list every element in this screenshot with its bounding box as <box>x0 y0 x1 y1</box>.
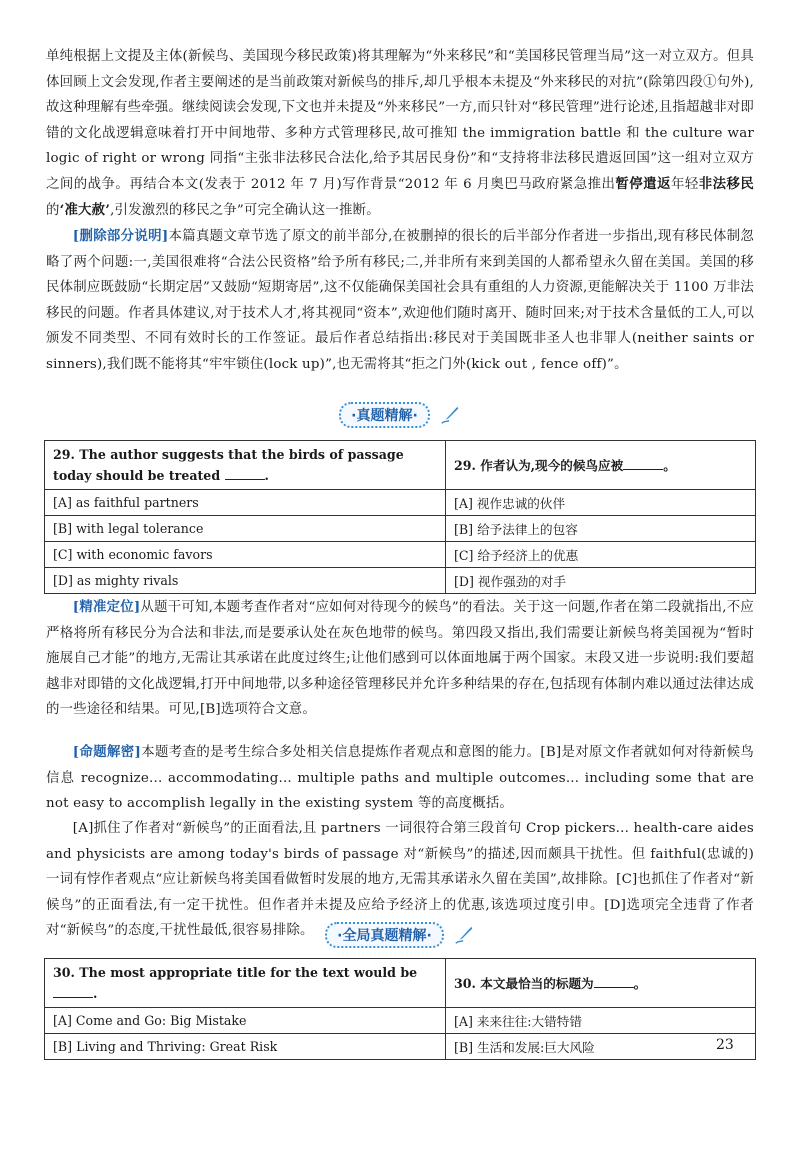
answer-blank <box>623 469 663 470</box>
locate-text: 从题干可知,本题考查作者对“应如何对待现今的候鸟”的看法。关于这一问题,作者在第二段就指出,不应严格将所有移民分为合法和非法,而是要承认处在灰色地带的候鸟。第四段又指出,我们需要让新候鸟将美国视为“暂时施展自己才能”的地方,无需让其承诺在此度过终生;让他们感到可以体面地属于两个国家。末段又进一步说明:我们要超越非对即错的文化战逻辑,打开中间地带,以多种途径管理移民并允许多种结果的存在,包括现有体制内难以通过法律达成的一些途径和结果。可见,[B]选项符合文意。 <box>46 600 755 718</box>
section-title-2-label: ·全局真题精解· <box>325 922 444 948</box>
deleted-note-tag: [删除部分说明] <box>72 228 169 244</box>
intro-text-4: ,引发激烈的移民之争”可完全确认这一推断。 <box>110 202 380 218</box>
intro-text-2: 年轻 <box>670 176 699 192</box>
option-c-en: [C] with economic favors <box>45 542 446 568</box>
intro-bold-1: 暂停遣返 <box>615 175 671 192</box>
question-30-stem-en: 30. The most appropriate title for the text would be . <box>45 959 446 1008</box>
section-title-1 <box>0 402 800 428</box>
intro-text-1: 单纯根据上文提及主体(新候鸟、美国现今移民政策)将其理解为“外来移民”和“美国移民管理当局”这一对立双方。但具体回顾上文会发现,作者主要阐述的是当前政策对新候鸟的排斥,却几乎根本未提及“外来移民的对抗”(除第四段①句外),故这种理解有些牵强。继续阅读会发现,下文也并未提及“外来移民”一方,而只针对“移民管理”进行论述,且指超越非对即错的文化战逻辑意味着打开中间地带、多种方式管理移民,故可推知 the immigration battle 和 the culture war logic of right or wrong 同指“主张非法移民合法化,给予其居民身份”和“支持将非法移民遣返回国”这一组对立双方之间的战争。再结合本文(发表于 2012 年 7 月)写作背景“2012 年 6 月奥巴马政府紧急推出 <box>46 49 754 192</box>
locate-paragraph <box>46 595 754 723</box>
question-30-stem-zh: 30. 本文最恰当的标题为 。 <box>446 959 756 1008</box>
table-row <box>45 1034 756 1060</box>
question-30-table <box>44 958 756 1060</box>
pen-icon <box>439 404 461 426</box>
table-row <box>45 959 756 1008</box>
question-29-stem-en: 29. The author suggests that the birds of passage today should be treated . <box>45 441 446 490</box>
table-row <box>45 1008 756 1034</box>
intro-text-3: 的 <box>46 202 60 218</box>
option-a-en: [A] Come and Go: Big Mistake <box>45 1008 446 1034</box>
table-row <box>45 441 756 490</box>
decode-tag: [命题解密] <box>72 744 142 760</box>
option-a-en: [A] as faithful partners <box>45 490 446 516</box>
option-d-en: [D] as mighty rivals <box>45 568 446 594</box>
intro-bold-3: ‘准大赦’ <box>59 201 111 218</box>
deleted-note-paragraph <box>46 224 754 378</box>
deleted-note-text: 本篇真题文章节选了原文的前半部分,在被删掉的很长的后半部分作者进一步指出,现有移民体制忽略了两个问题:一,美国很难将“合法公民资格”给予所有移民;二,并非所有来到美国的人都希望永久留在美国。美国的移民体制应既鼓励“长期定居”又鼓励“短期寄居”,这不仅能确保美国社会具有重组的人力资源,更能解决关于 1100 万非法移民的问题。作者具体建议,对于技术人才,将其视同“资本”,欢迎他们随时离开、随时回来;对于技术含量低的工人,可以颁发不同类型、不同有效时长的工作签证。最后作者总结指出:移民对于美国既非圣人也非罪人(neither saints or sinners),我们既不能将其“牢牢锁住(lock up)”,也无需将其“拒之门外(kick out , fence off)”。 <box>46 229 754 372</box>
decode-text: 本题考查的是考生综合多处相关信息提炼作者观点和意图的能力。[B]是对原文作者就如何对待新候鸟信息 recognize... accommodating... multiple paths and multiple outcomes... including some that are not easy to accomplish legally in the existing system 等的高度概括。 <box>46 745 754 812</box>
locate-tag: [精准定位] <box>72 599 141 615</box>
table-row <box>45 516 756 542</box>
page-number: 23 <box>716 1037 734 1053</box>
question-29-stem-zh: 29. 作者认为,现今的候鸟应被 。 <box>446 441 756 490</box>
option-b-en: [B] Living and Thriving: Great Risk <box>45 1034 446 1060</box>
option-c-zh: [C] 给予经济上的优惠 <box>446 542 756 568</box>
answer-blank <box>225 479 265 480</box>
section-title-1-label: ·真题精解· <box>339 402 430 428</box>
pen-icon <box>453 924 475 946</box>
section-title-2 <box>0 922 800 948</box>
analysis-text: [A]抓住了作者对“新候鸟”的正面看法,且 partners 一词很符合第三段首句 Crop pickers... health-care aides and physicists are among today's birds of passage 对“新候鸟”的描述,因而颇具干扰性。但 faithful(忠诚的)一词有悖作者观点“应让新候鸟将美国看做暂时发展的地方,无需其承诺永久留在美国”,故排除。[C]也抓住了作者对“新候鸟”的正面看法,有一定干扰性。但作者并未提及应给予经济上的优惠,该选项过度引申。[D]选项完全违背了作者对“新候鸟”的态度,干扰性最低,很容易排除。 <box>46 821 754 939</box>
option-b-zh: [B] 给予法律上的包容 <box>446 516 756 542</box>
question-29-table <box>44 440 756 594</box>
option-a-zh: [A] 来来往往:大错特错 <box>446 1008 756 1034</box>
intro-paragraph <box>46 44 754 223</box>
answer-blank <box>53 997 93 998</box>
answer-blank <box>594 987 634 988</box>
table-row <box>45 490 756 516</box>
option-d-zh: [D] 视作强劲的对手 <box>446 568 756 594</box>
option-b-zh: [B] 生活和发展:巨大风险 <box>446 1034 756 1060</box>
decode-paragraph <box>46 740 754 817</box>
option-b-en: [B] with legal tolerance <box>45 516 446 542</box>
option-a-zh: [A] 视作忠诚的伙伴 <box>446 490 756 516</box>
table-row <box>45 542 756 568</box>
intro-bold-2: 非法移民 <box>698 175 754 192</box>
table-row <box>45 568 756 594</box>
